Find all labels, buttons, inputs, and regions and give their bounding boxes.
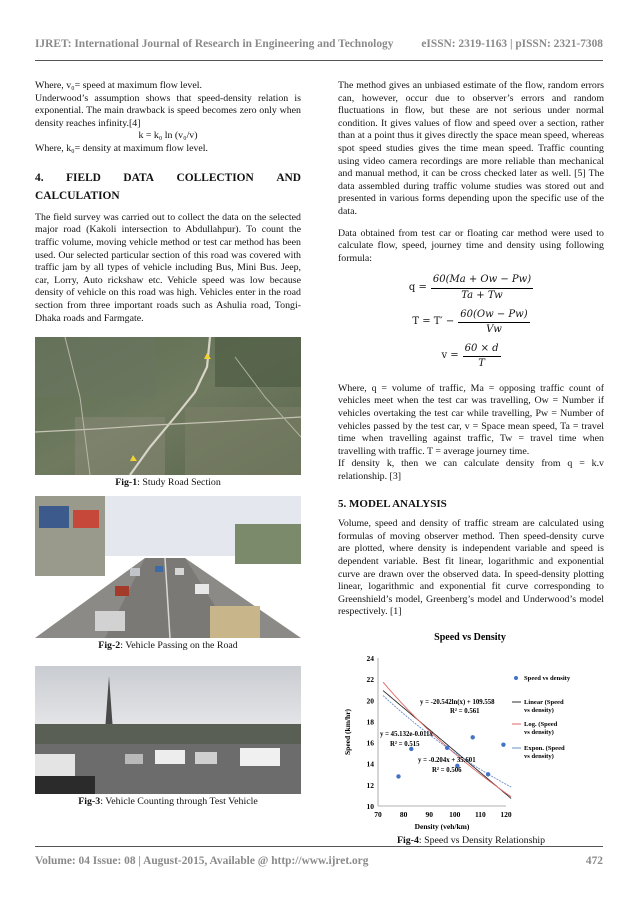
satellite-map-image — [35, 337, 301, 475]
road-photo-image — [35, 496, 301, 638]
exp-r2: R² = 0.515 — [390, 740, 420, 748]
formula-intro-paragraph: Data obtained from test car or floating car method were used to calculate flow, speed, journey time and density using following formula: — [338, 227, 604, 264]
x-tick-label: 110 — [474, 809, 486, 819]
legend-label: Expon. (Speed — [524, 744, 565, 752]
text-underwood: Underwood’s assumption shows that speed-density relation is exponential. The main drawback is speed becomes zero only when density reaches infinity.[4] — [35, 92, 301, 129]
figure-2-caption: Fig-2: Vehicle Passing on the Road — [98, 639, 238, 651]
chart-title: Speed vs Density — [434, 631, 506, 643]
method-paragraph: The method gives an unbiased estimate of the flow, random errors can, however, occur due to observer’s errors and random fluctuations in flow, but these are not serious under normal condition. It gives values of flow and speed over a section, rather than at a point thus it gives directly the space mean speed, whereas spot speed studies gives the time mean speed. Traffic counting using video camera recordings are more reliable than mechanical and manual method, it can be cross checked later as well. [5] The data assembled during traffic volume studies was stored out and presented in various forms depending upon the specific use of the data. — [338, 80, 604, 217]
model-analysis-paragraph: Volume, speed and density of traffic stream are calculated using formulas of moving observer method. Then speed-density curve are plotted, where density is independent variable and speed is dependent variable. Best fit linear, logarithmic and exponential curve are drawn over the observed data. In speed-density plotting linear, logarithmic and exponential fit curve corresponding to Greenshield’s model, Greenberg’s model and Underwood’s model respectively. [1] — [338, 518, 604, 618]
x-tick-label: 70 — [374, 809, 382, 819]
variables-paragraph: Where, q = volume of traffic, Ma = opposing traffic count of vehicles meet when the test car was travelling, Ow = Number if vehicles overtaking the test car while travelling, Pw = Number of vehicles passed by the test car, v = Space mean speed, Ta = travel time when travelling against traffic, Tw = travel time when travelling with traffic. T = average journey time. — [338, 382, 604, 457]
y-tick-label: 12 — [366, 780, 374, 790]
formula-speed: v = $\frac{60 \times d}{T}$ — [441, 342, 499, 370]
legend-label-cont: vs density) — [524, 728, 554, 736]
figure-3-caption: Fig-3: Vehicle Counting through Test Vehicle — [78, 796, 258, 808]
running-footer — [35, 855, 603, 867]
exp-equation: y = 45.132e-0.011x — [380, 730, 433, 738]
figure-4-caption: Fig-4: Speed vs Density Relationship — [396, 834, 546, 846]
data-point — [486, 772, 490, 776]
journal-title: IJRET: International Journal of Research in Engineering and Technology — [35, 38, 394, 50]
right-column — [338, 80, 604, 854]
y-tick-label: 18 — [366, 717, 374, 727]
legend-marker — [514, 676, 518, 680]
y-tick-label: 10 — [366, 801, 374, 811]
data-point — [501, 742, 505, 746]
issn: eISSN: 2319-1163 | pISSN: 2321-7308 — [421, 38, 603, 50]
equation-underwood: k = k₀ ln (v₀/v) — [138, 130, 198, 142]
header-rule — [35, 60, 603, 61]
text-k0: Where, k₀= density at maximum flow level. — [35, 142, 209, 154]
section-4-heading-cont: CALCULATION — [35, 190, 120, 203]
page-number: 472 — [585, 855, 603, 867]
legend-label: Linear (Speed — [524, 698, 564, 706]
legend-label: Speed vs density — [524, 674, 571, 682]
x-axis-label: Density (veh/km) — [414, 821, 470, 831]
formula-flow: q = $\frac{60(Ma + Ow - Pw)}{Ta + Tw}$ — [408, 274, 532, 301]
density-paragraph: If density k, then we can calculate density from q = k.v relationship. [3] — [338, 458, 604, 483]
y-tick-label: 24 — [366, 653, 374, 663]
figure-1-caption: Fig-1: Study Road Section — [115, 477, 221, 489]
x-tick-label: 80 — [399, 809, 408, 819]
volume-info: Volume: 04 Issue: 08 | August-2015, Available @ http://www.ijret.org — [35, 855, 369, 867]
y-tick-label: 22 — [366, 675, 374, 685]
log-equation: y = -20.542ln(x) + 109.558 — [420, 698, 495, 706]
formula-journey-time: T = T′ − $\frac{60(Ow - Pw)}{Vw}$ — [412, 308, 528, 336]
y-tick-label: 14 — [366, 759, 374, 769]
y-axis-label: Speed (km/hr) — [343, 708, 352, 755]
section-4-heading: 4. FIELD DATA COLLECTION AND — [35, 171, 301, 184]
linear-equation: y = -0.204x + 35.601 — [418, 756, 476, 764]
field-survey-paragraph: The field survey was carried out to collect the data on the selected major road (Kakoli intersection to Abdullahpur). To count the traffic volume, moving vehicle method or test car method has been used. Our selected particular section of this road was covered with traffic jam by all types of vehicle including Bus, Mini Bus. Jeep, car, Lorry, Auto rickshaw etc. Vehicle speed was low because density of vehicle on this road was high. Vehicles enter in the road section from three important roads such as Ashulia road, Tongi-Dhaka roads and Farmgate. — [35, 211, 301, 324]
text-v0: Where, v₀= speed at maximum flow level. — [35, 80, 202, 91]
legend-label-cont: vs density) — [524, 752, 554, 760]
left-column — [35, 80, 301, 815]
chart-svg — [338, 628, 604, 833]
vehicle-counting-photo — [35, 666, 301, 794]
data-point — [396, 774, 400, 778]
x-tick-label: 100 — [449, 809, 461, 819]
speed-density-chart — [338, 628, 604, 833]
x-tick-label: 120 — [500, 809, 512, 819]
legend-label-cont: vs density) — [524, 706, 554, 714]
y-tick-label: 20 — [366, 696, 374, 706]
footer-rule — [35, 846, 603, 847]
data-point — [471, 735, 475, 739]
x-tick-label: 90 — [425, 809, 433, 819]
running-header — [35, 38, 603, 50]
data-point — [445, 746, 449, 750]
linear-r2: R² = 0.506 — [432, 766, 462, 774]
y-tick-label: 16 — [366, 738, 374, 748]
section-5-heading: 5. MODEL ANALYSIS — [338, 497, 447, 510]
log-r2: R² = 0.561 — [450, 707, 480, 715]
legend-label: Log. (Speed — [524, 720, 558, 728]
